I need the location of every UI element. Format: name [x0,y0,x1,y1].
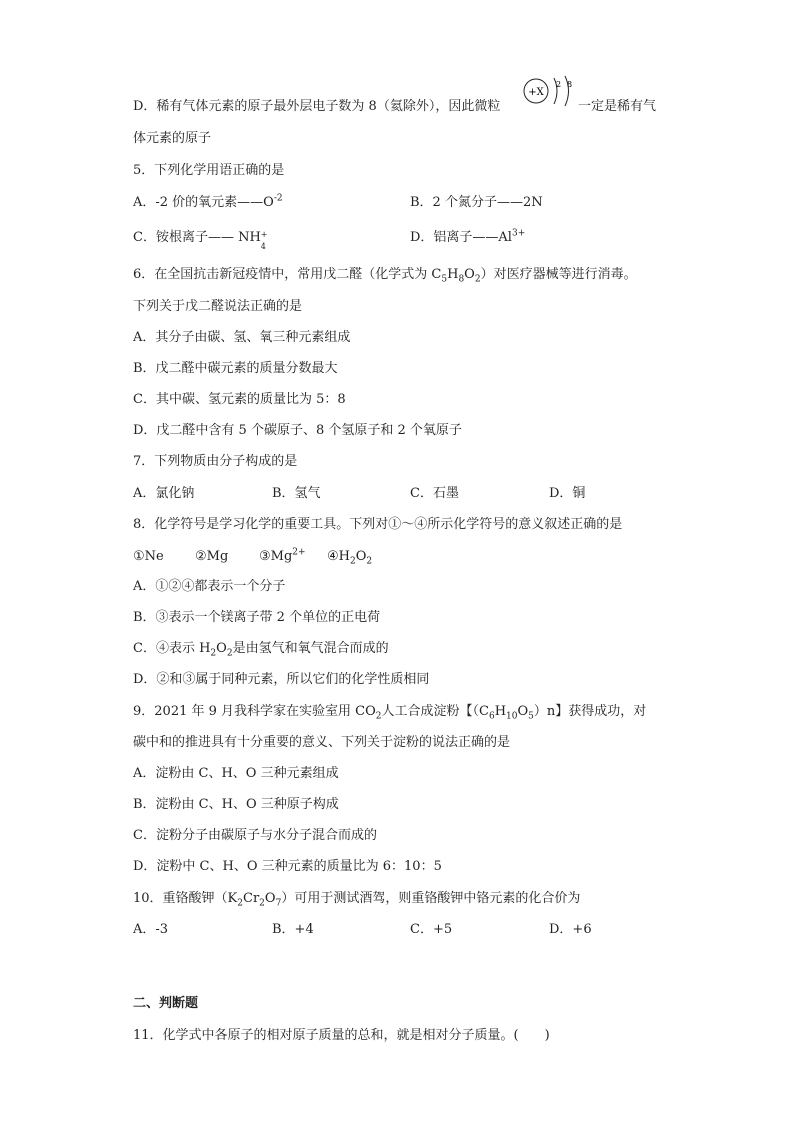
q5-option-d: D．铝离子$——Al^{3+}$ [410,228,526,245]
q8-stem: 8．化学符号是学习化学的重要工具。下列对①～④所示化学符号的意义叙述正确的是 [133,517,623,532]
atom-shell-1-count: 2 [556,80,562,89]
q8-option-c: C．④表示 $H_2O_2$是由氢气和氧气混合而成的 [133,641,389,659]
q8-symbol-1: ①Ne [133,549,164,564]
q5-option-a: A．-2 价的氧元素$——O^{-2}$ [133,193,283,210]
q10-option-b: B．+4 [272,922,314,937]
q10-stem: 10．重铬酸钾$(K_2Cr_2O_7)$可用于测试酒驾，则重铬酸钾中铬元素的化合价为 [133,891,581,909]
q5-stem: 5．下列化学用语正确的是 [133,163,285,178]
atom-structure-diagram [522,75,578,107]
q9-option-c: C．淀粉分子由碳原子与水分子混合而成的 [133,828,377,843]
q9-option-a: A．淀粉由 C、H、O 三种元素组成 [133,766,339,781]
q9-stem-line1: 9．2021 年 9 月我科学家在实验室用 $CO_2$人工合成淀粉【$(C_6H_{10}O_5)n$】获得成功，对 [133,704,647,722]
q7-option-a: A．氯化钠 [133,486,195,501]
q6-stem-line1: 6．在全国抗击新冠疫情中，常用戊二醛（化学式为 $C_5H_8O_2$）对医疗器械等进行消毒。 [133,267,637,285]
q8-option-d: D．②和③属于同种元素，所以它们的化学性质相同 [133,672,430,687]
q8-option-b: B．③表示一个镁离子带 2 个单位的正电荷 [133,610,381,625]
q8-symbol-3: $③Mg^{2+}$ [259,547,306,564]
atom-shell-2-count: 8 [567,80,573,89]
q10-option-a: A．-3 [133,922,169,937]
q9-stem-line2: 碳中和的推进具有十分重要的意义、下列关于淀粉的说法正确的是 [133,735,511,750]
q7-option-b: B．氢气 [272,486,321,501]
q9-option-d: D．淀粉中 C、H、O 三种元素的质量比为 6：10：5 [133,859,442,874]
q9-option-b: B．淀粉由 C、H、O 三种原子构成 [133,797,339,812]
q4-option-d-line1: D．稀有气体元素的原子最外层电子数为 8（氦除外），因此微粒 [133,99,501,114]
q10-option-c: C．+5 [410,922,453,937]
section-title-judgment: 二、判断题 [133,996,199,1011]
q5-option-b: B．2 个氮分子——2N [410,195,543,210]
q6-option-b: B．戊二醛中碳元素的质量分数最大 [133,361,338,376]
q8-symbol-2: ②Mg [195,549,229,564]
q7-option-c: C．石墨 [410,486,459,501]
q6-option-c: C．其中碳、氢元素的质量比为 5：8 [133,392,346,407]
q10-option-d: D．+6 [549,922,592,937]
q7-stem: 7．下列物质由分子构成的是 [133,454,298,469]
q11-stem: 11．化学式中各原子的相对原子质量的总和，就是相对分子质量。( ) [133,1028,550,1043]
q4-option-d-tail: 一定是稀有气 [578,99,657,114]
atom-nucleus: +X [528,87,544,98]
q4-option-d-line2: 体元素的原子 [133,131,212,146]
q6-stem-line2: 下列关于戊二醛说法正确的是 [133,299,303,314]
q6-option-d: D．戊二醛中含有 5 个碳原子、8 个氢原子和 2 个氧原子 [133,423,462,438]
q7-option-d: D．铜 [549,486,586,501]
q5-option-c: C．铵根离子—— NH + 4 [133,229,268,251]
q6-option-a: A．其分子由碳、氢、氧三种元素组成 [133,330,351,345]
q8-option-a: A．①②④都表示一个分子 [133,579,286,594]
q8-symbol-4: $④H_2O_2$ [327,549,373,567]
